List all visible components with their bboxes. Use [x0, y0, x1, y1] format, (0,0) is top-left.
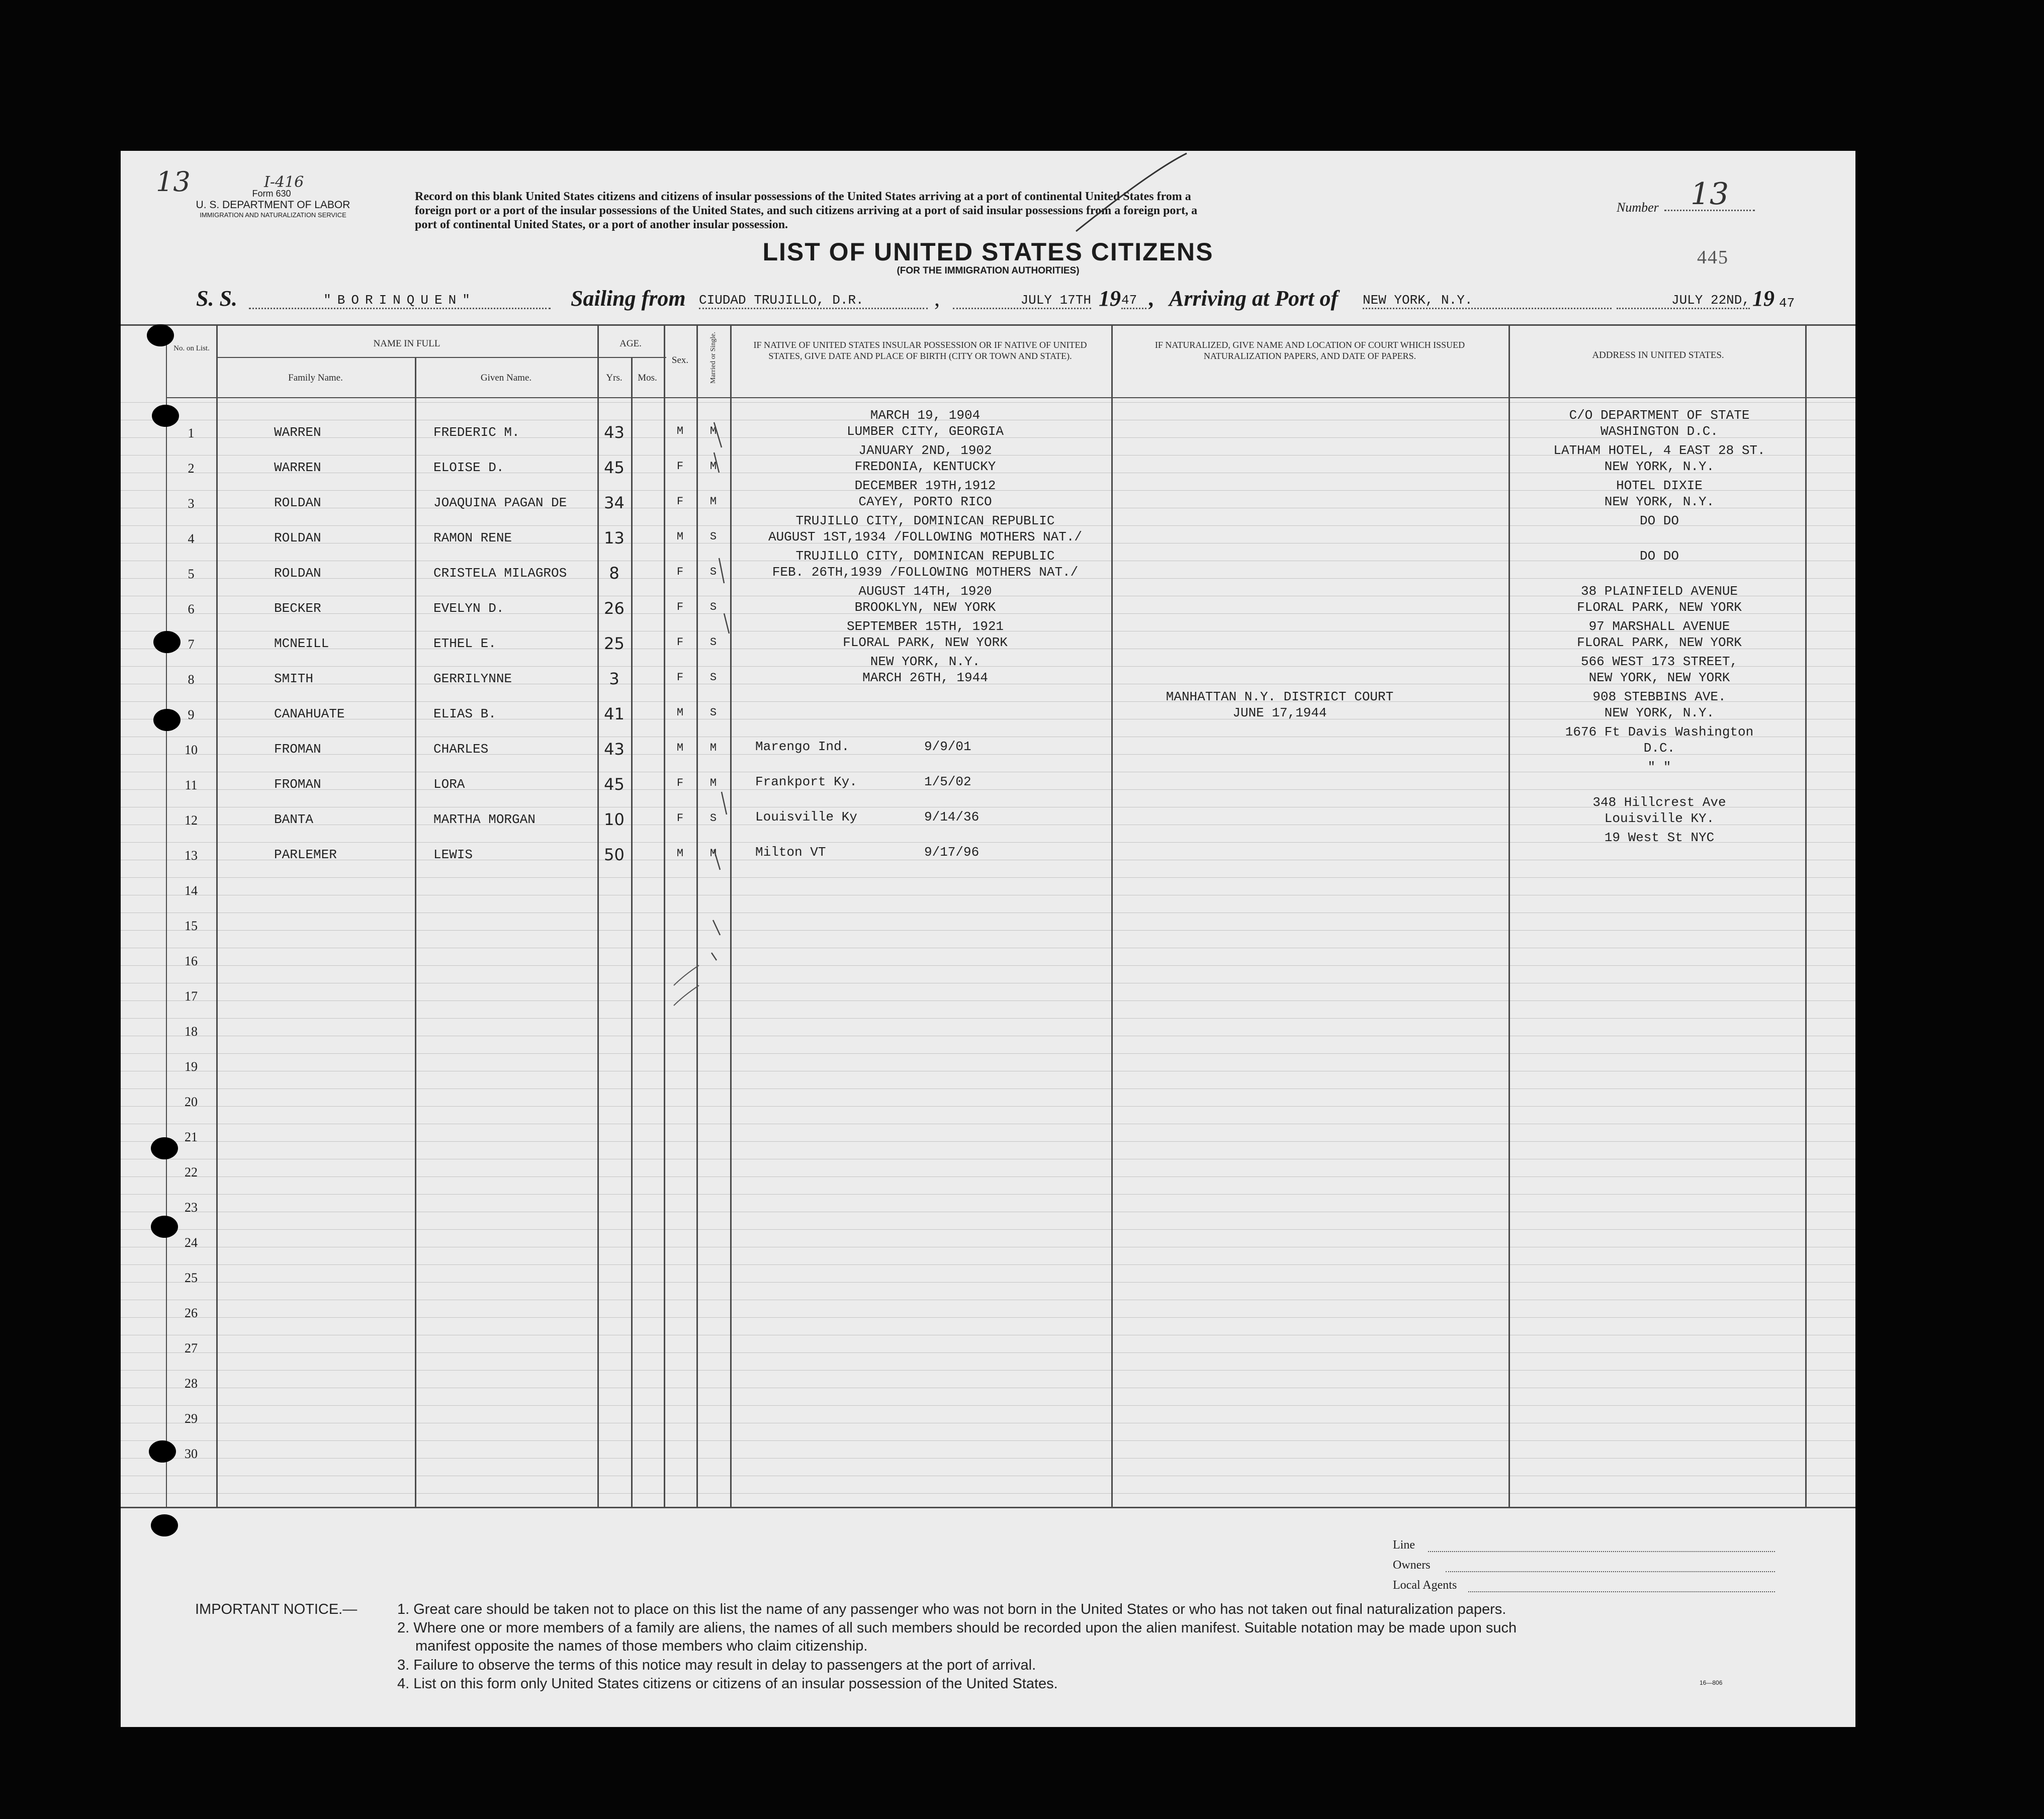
row-number: 30: [185, 1446, 198, 1461]
punch-hole: [153, 631, 181, 653]
row-number: 6: [188, 602, 195, 616]
sex: F: [676, 601, 684, 613]
header-yrs: Yrs.: [606, 373, 623, 383]
family-name: CANAHUATE: [274, 706, 345, 721]
address-line-2: NEW YORK, N.Y.: [1604, 459, 1715, 474]
punch-hole: [147, 324, 174, 346]
notice-item-2b: manifest opposite the names of those members who claim citizenship.: [415, 1638, 868, 1654]
arrival-port: NEW YORK, N.Y.: [1363, 293, 1612, 309]
sex: F: [676, 636, 684, 649]
family-name: PARLEMER: [274, 847, 337, 862]
married-or-single: S: [709, 706, 717, 719]
address-line-2: FLORAL PARK, NEW YORK: [1577, 600, 1742, 615]
ss-label: S. S.: [196, 286, 237, 311]
row-number: 22: [185, 1165, 198, 1179]
sex: M: [676, 742, 684, 754]
punch-hole: [151, 1137, 178, 1159]
sex: M: [676, 425, 684, 437]
form-label: Form 630: [252, 189, 291, 199]
row-number: 15: [185, 919, 198, 933]
row-number: 4: [188, 531, 195, 546]
row-number: 7: [188, 637, 195, 652]
birth-place: Frankport Ky.: [755, 774, 857, 789]
row-number: 14: [185, 883, 198, 898]
header-given-name: Given Name.: [480, 373, 532, 383]
age-years: 34: [604, 493, 625, 512]
row-number: 28: [185, 1376, 198, 1391]
notice-item-2a: 2. Where one or more members of a family are aliens, the names of all such members should be recorded upon the alien manifest. Suitable notation may be made upon such: [397, 1620, 1517, 1636]
birth-line-2: MARCH 26TH, 1944: [862, 670, 988, 685]
age-years: 45: [604, 458, 625, 477]
given-name: GERRILYNNE: [433, 671, 512, 686]
sex: M: [676, 706, 684, 719]
handwritten-marks: [121, 151, 1855, 1508]
instruction-line-3: port of continental United States, or a port of another insular possession.: [415, 218, 788, 231]
birth-date: 9/9/01: [924, 739, 971, 754]
sex: F: [676, 777, 684, 789]
header-age: AGE.: [619, 338, 642, 349]
birth-line-1: DECEMBER 19TH,1912: [854, 478, 996, 493]
family-name: ROLDAN: [274, 566, 321, 581]
address-line-2: FLORAL PARK, NEW YORK: [1577, 635, 1742, 650]
service-name: IMMIGRATION AND NATURALIZATION SERVICE: [200, 211, 346, 219]
given-name: RAMON RENE: [433, 530, 512, 545]
address-line-2: Louisville KY.: [1604, 811, 1715, 826]
row-number: 21: [185, 1130, 198, 1144]
header-name-in-full: NAME IN FULL: [373, 338, 440, 349]
instruction-line-1: Record on this blank United States citizens and citizens of insular possessions of the United States arriving at a port of continental United States from a: [415, 190, 1191, 203]
ship-name: "BORINQUEN": [249, 293, 551, 309]
address-line-1: 97 MARSHALL AVENUE: [1588, 619, 1730, 634]
sex: F: [676, 671, 684, 684]
birth-line-2: LUMBER CITY, GEORGIA: [846, 424, 1004, 439]
arrival-year: 47: [1779, 296, 1795, 311]
birth-line-1: JANUARY 2ND, 1902: [858, 443, 992, 458]
birth-line-1: NEW YORK, N.Y.: [870, 654, 981, 669]
birth-line-1: AUGUST 14TH, 1920: [858, 584, 992, 599]
given-name: JOAQUINA PAGAN DE: [433, 495, 567, 510]
given-name: ETHEL E.: [433, 636, 496, 651]
sailing-port: CIUDAD TRUJILLO, D.R.: [699, 293, 928, 309]
punch-hole: [153, 709, 181, 731]
punch-hole: [149, 1440, 176, 1463]
address-line-2: D.C.: [1643, 741, 1675, 756]
given-name: LORA: [433, 777, 465, 792]
row-number: 11: [185, 778, 198, 792]
notice-title: IMPORTANT NOTICE.—: [195, 1601, 358, 1617]
sex: F: [676, 460, 684, 473]
birth-date: 9/17/96: [924, 845, 980, 860]
row-number: 1: [188, 426, 195, 440]
age-column-stroke: [674, 965, 699, 1006]
family-name: WARREN: [274, 460, 321, 475]
punch-hole: [151, 1216, 178, 1238]
birth-line-2: FREDONIA, KENTUCKY: [854, 459, 996, 474]
row-number: 13: [185, 848, 198, 863]
row-number: 10: [185, 743, 198, 757]
birth-place: Louisville Ky: [755, 809, 857, 825]
sailing-from-label: Sailing from: [571, 286, 686, 311]
header-married-or-single: Married or Single.: [709, 331, 717, 384]
address-line-1: 1676 Ft Davis Washington: [1565, 724, 1754, 740]
age-years: 13: [604, 528, 625, 548]
sex: F: [676, 566, 684, 578]
married-or-single: M: [709, 847, 717, 860]
age-years: 45: [604, 775, 625, 794]
punch-hole: [152, 405, 179, 427]
handwritten-sheet-number: 13: [156, 166, 191, 198]
birth-place: Milton VT: [755, 845, 826, 860]
married-or-single: S: [709, 601, 717, 613]
birth-line-1: MARCH 19, 1904: [870, 408, 981, 423]
page-subtitle: (FOR THE IMMIGRATION AUTHORITIES): [897, 265, 1080, 276]
row-number: 24: [185, 1235, 198, 1250]
given-name: CRISTELA MILAGROS: [433, 566, 567, 581]
header-birth: IF NATIVE OF UNITED STATES INSULAR POSSESSION OR IF NATIVE OF UNITED STATES, GIVE DATE AND PLACE OF BIRTH (CITY OR TOWN AND STATE).: [753, 340, 1087, 361]
address-line-2: NEW YORK, N.Y.: [1604, 705, 1715, 720]
department-name: U. S. DEPARTMENT OF LABOR: [196, 199, 350, 211]
naturalization-line-2: JUNE 17,1944: [1232, 705, 1327, 720]
given-name: CHARLES: [433, 742, 489, 757]
age-years: 8: [609, 564, 619, 583]
row-number: 29: [185, 1411, 198, 1426]
given-name: FREDERIC M.: [433, 425, 520, 440]
married-or-single: M: [709, 495, 717, 508]
given-name: LEWIS: [433, 847, 473, 862]
family-name: WARREN: [274, 425, 321, 440]
married-or-single: S: [709, 636, 717, 649]
handwritten-form-number: I-416: [264, 173, 304, 191]
given-name: ELOISE D.: [433, 460, 504, 475]
footer-agents-label: Local Agents: [1393, 1579, 1457, 1592]
row-number: 9: [188, 707, 195, 722]
birth-date: 9/14/36: [924, 809, 980, 825]
footer-line-label: Line: [1393, 1538, 1415, 1552]
sex: F: [676, 812, 684, 825]
age-years: 26: [604, 599, 625, 618]
row-number: 12: [185, 813, 198, 828]
address-line-1: 38 PLAINFIELD AVENUE: [1580, 584, 1738, 599]
family-name: BANTA: [274, 812, 314, 827]
family-name: SMITH: [274, 671, 314, 686]
notice-item-1: 1. Great care should be taken not to place on this list the name of any passenger who was not born in the United States or who has not taken out final naturalization papers.: [397, 1601, 1506, 1617]
address-line-1: LATHAM HOTEL, 4 EAST 28 ST.: [1553, 443, 1765, 458]
age-years: 3: [609, 669, 619, 688]
family-name: FROMAN: [274, 777, 321, 792]
address-line-1: DO DO: [1639, 513, 1679, 528]
married-or-single: M: [709, 425, 717, 437]
birth-line-2: FLORAL PARK, NEW YORK: [843, 635, 1008, 650]
age-years: 41: [604, 704, 625, 723]
address-line-1: 348 Hillcrest Ave: [1592, 795, 1726, 810]
punch-hole: [151, 1514, 178, 1536]
married-or-single: S: [709, 812, 717, 825]
page-title: LIST OF UNITED STATES CITIZENS: [762, 238, 1214, 266]
row-number: 16: [185, 954, 198, 968]
sex: M: [676, 847, 684, 860]
address-line-1: " ": [1647, 760, 1671, 775]
notice-item-4: 4. List on this form only United States citizens or citizens of an insular possession of the United States.: [397, 1676, 1058, 1692]
birth-line-2: BROOKLYN, NEW YORK: [854, 600, 996, 615]
sailing-date: JULY 17TH: [953, 293, 1091, 309]
arrival-date: JULY 22ND,: [1617, 293, 1750, 309]
number-label: Number: [1617, 200, 1659, 215]
sailing-year-prefix: 19: [1099, 286, 1121, 311]
row-number: 23: [185, 1200, 198, 1215]
row-number: 8: [188, 672, 195, 687]
top-pen-stroke: [1076, 153, 1187, 231]
address-line-1: 19 West St NYC: [1604, 830, 1715, 845]
sailing-year: 47: [1121, 293, 1146, 309]
row-number: 26: [185, 1306, 198, 1320]
age-years: 50: [604, 845, 625, 864]
birth-line-2: AUGUST 1ST,1934 /FOLLOWING MOTHERS NAT./: [768, 529, 1083, 544]
birth-line-1: TRUJILLO CITY, DOMINICAN REPUBLIC: [795, 549, 1055, 564]
birth-line-1: SEPTEMBER 15TH, 1921: [846, 619, 1004, 634]
married-or-single: S: [709, 530, 717, 543]
birth-line-2: FEB. 26TH,1939 /FOLLOWING MOTHERS NAT./: [772, 565, 1079, 580]
header-family-name: Family Name.: [288, 373, 343, 383]
married-or-single: S: [709, 566, 717, 578]
sex: M: [676, 530, 684, 543]
sex: F: [676, 495, 684, 508]
row-number: 2: [188, 461, 195, 476]
row-number: 5: [188, 567, 195, 581]
family-name: BECKER: [274, 601, 321, 616]
row-number: 3: [188, 496, 195, 511]
age-years: 43: [604, 423, 625, 442]
header-mos: Mos.: [638, 373, 657, 383]
address-line-2: NEW YORK, NEW YORK: [1588, 670, 1730, 685]
age-years: 10: [604, 810, 625, 829]
row-number: 17: [185, 989, 198, 1004]
married-or-single: S: [709, 671, 717, 684]
address-line-2: NEW YORK, N.Y.: [1604, 494, 1715, 509]
row-number: 18: [185, 1024, 198, 1039]
birth-place: Marengo Ind.: [755, 739, 850, 754]
arriving-label: Arriving at Port of: [1169, 286, 1339, 311]
header-naturalized: IF NATURALIZED, GIVE NAME AND LOCATION OF COURT WHICH ISSUED NATURALIZATION PAPERS, AND DATE OF PAPERS.: [1154, 340, 1465, 361]
footer-owners-label: Owners: [1393, 1559, 1431, 1572]
given-name: MARTHA MORGAN: [433, 812, 536, 827]
married-or-single: M: [709, 777, 717, 789]
manifest-sheet: 13 I-416 Form 630 U. S. DEPARTMENT OF LABOR IMMIGRATION AND NATURALIZATION SERVICE Record on this blank United States citizens and citizens of insular possessions of the United States arriving at a port of continental United States from a foreign port or a port of the insular possessions of the United States, and such citizens arriving at a port of said insular possessions from a foreign port, a port of continental United States, or a port of another insular possession. Number 13 445 LIST OF UNITED STATES CITIZENS (FOR THE IMMIGRATION AUTHORITIES) S. S. "BORINQUEN" Sailing from CIUDAD TRUJILLO, D.R. , JULY 17TH 19 47 , Arriving at Port of NEW YORK, N.Y. JULY 22ND, 19 47 No. on List. NAME IN FULL Family Name. Given Name. AGE. Yrs. Mos. Sex. Married or Single. IF NATIVE OF UNITED STATES INSULAR POSSESSION OR IF NATIVE OF UNITED STATES, GIVE DATE AND PLACE OF BIRTH (CITY OR TOWN AND STATE). IF NATURALIZED, GIVE NAME AND LOCATION OF COURT WHICH ISSUED NATURALIZATION PAPERS, AND DATE OF PAPERS. ADDRESS IN UNITED STATES. 1 WARREN FREDERIC M. 43 M M MARCH 19, 1904 LUMBER CITY, GEORGIA C/O DEPARTMENT OF STATE WASHINGTON D.C. 2 WARREN ELOISE D. 45 F M JANUARY 2ND, 1902 FREDONIA, KENTUCKY LATHAM HOTEL, 4 EAST 28 ST. NEW YORK, N.Y. 3 ROLDAN JOAQUINA PAGAN DE 34 F M DECEMBER 19TH,1912 CAYEY, PORTO RICO HOTEL DIXIE NEW YORK, N.Y. 4 ROLDAN RAMON RENE 13 M S TRUJILLO CITY, DOMINICAN REPUBLIC AUGUST 1ST,1934 /FOLLOWING MOTHERS NAT./ DO DO 5 ROLDAN CRISTELA MILAGROS 8 F S TRUJILLO CITY, DOMINICAN REPUBLIC FEB. 26TH,1939 /FOLLOWING MOTHERS NAT./ DO DO 6 BECKER EVELYN D. 26 F S AUGUST 14TH, 1920 BROOKLYN, NEW YORK 38 PLAINFIELD AVENUE FLORAL PARK, NEW YORK 7 MCNEILL ETHEL E. 25 F S SEPTEMBER 15TH, 1921 FLORAL PARK, NEW YORK 97 MARSHALL AVENUE FLORAL PARK, NEW YORK 8 SMITH GERRILYNNE 3 F S NEW YORK, N.Y. MARCH 26TH, 1944 566 WEST 173 STREET, NEW YORK, NEW YORK 9 CANAHUATE ELIAS B. 41 M S MANHATTAN N.Y. DISTRICT COURT JUNE 17,1944 908 STEBBINS AVE. NEW YORK, N.Y. 10 FROMAN CHARLES 43 M M Marengo Ind. 9/9/01 1676 Ft Davis Washington D.C. 11 FROMAN LORA 45 F M Frankport Ky. 1/5/02 " " 12 BANTA MARTHA MORGAN 10 F S Louisville Ky 9/14/36 348 Hillcrest Ave Louisville KY. 13 PARLEMER LEWIS 50 M M Milton VT 9/17/96 19 West St NYC 14 15 16 17 18 19 20 21 22 23 24 25 26 27 28 29 30 Line Owners Local Agents IMPORTANT NOTICE.— 1. Great care should be taken not to place on this list the name of any passenger who was not born in the United States or who has not taken out final naturalization papers. 2. Where one or more members of a family are aliens, the names of all such members should be recorded upon the alien manifest. Suitable notation may be made upon such manifest opposite the names of those members who claim citizenship. 3. Failure to observe the terms of this notice may result in delay to passengers at the port of arrival. 4. List on this form only United States citizens or citizens of an insular possession of the United States. 16—806: [121, 151, 1855, 1727]
married-or-single: M: [709, 742, 717, 754]
age-years: 43: [604, 740, 625, 759]
header-address: ADDRESS IN UNITED STATES.: [1592, 350, 1724, 360]
header-no: No. on List.: [173, 344, 210, 352]
address-line-1: 908 STEBBINS AVE.: [1592, 689, 1726, 704]
family-name: MCNEILL: [274, 636, 329, 651]
arrival-year-prefix: 19: [1752, 286, 1774, 311]
birth-line-2: CAYEY, PORTO RICO: [858, 494, 992, 509]
instruction-line-2: foreign port or a port of the insular possessions of the United States, and such citizens arriving at a port of said insular possessions from a foreign port, a: [415, 204, 1198, 217]
family-name: FROMAN: [274, 742, 321, 757]
family-name: ROLDAN: [274, 495, 321, 510]
form-code: 16—806: [1700, 1679, 1723, 1686]
birth-line-1: TRUJILLO CITY, DOMINICAN REPUBLIC: [795, 513, 1055, 528]
age-years: 25: [604, 634, 625, 653]
birth-date: 1/5/02: [924, 774, 971, 789]
address-line-1: HOTEL DIXIE: [1616, 478, 1703, 493]
given-name: EVELYN D.: [433, 601, 504, 616]
row-number: 27: [185, 1341, 198, 1355]
row-number: 25: [185, 1270, 198, 1285]
row-number: 20: [185, 1095, 198, 1109]
given-name: ELIAS B.: [433, 706, 496, 721]
family-name: ROLDAN: [274, 530, 321, 545]
header-sex: Sex.: [671, 355, 689, 366]
number-value: 13: [1664, 178, 1755, 211]
address-line-1: 566 WEST 173 STREET,: [1580, 654, 1738, 669]
address-line-2: WASHINGTON D.C.: [1600, 424, 1719, 439]
married-or-single: M: [709, 460, 717, 473]
stamp-number: 445: [1697, 247, 1729, 268]
age-tick-marks: [712, 422, 729, 960]
address-line-1: C/O DEPARTMENT OF STATE: [1569, 408, 1750, 423]
naturalization-line-1: MANHATTAN N.Y. DISTRICT COURT: [1166, 689, 1394, 704]
row-number: 19: [185, 1059, 198, 1074]
notice-item-3: 3. Failure to observe the terms of this notice may result in delay to passengers at the port of arrival.: [397, 1657, 1036, 1673]
address-line-1: DO DO: [1639, 549, 1679, 564]
